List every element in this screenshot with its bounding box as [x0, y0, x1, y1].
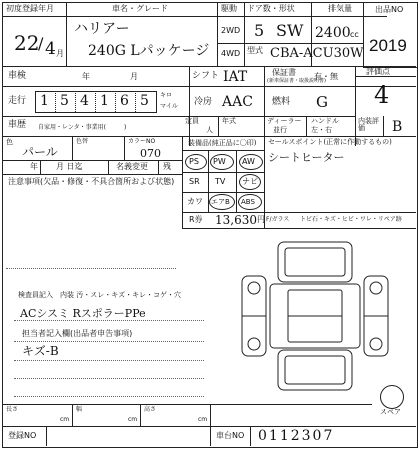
handle-value: 左・右	[311, 126, 332, 134]
fuel-value: G	[316, 93, 328, 111]
capacity-label: 定員	[185, 117, 199, 125]
doors-label: ドア数・形状	[247, 4, 295, 13]
repaint-label: 色替	[76, 138, 89, 145]
displacement-label: 排気量	[328, 4, 352, 13]
equipment-label: 装備品(純正品に〇印)	[188, 139, 257, 147]
color-label: 色	[6, 138, 13, 146]
equip-airbag: エアB	[211, 198, 230, 206]
equip-sr: SR	[189, 177, 200, 186]
shift-value: IAT	[223, 69, 248, 85]
interior-value: B	[392, 119, 403, 135]
equip-navi: ナビ	[242, 177, 258, 186]
fuel-label: 燃料	[272, 97, 291, 107]
glass-legend: トビ石・キズ・ヒビ・ワレ・リペア跡	[300, 216, 402, 223]
mileage-digit-5: 6	[120, 93, 129, 109]
drive-2wd: 2WD	[221, 26, 241, 35]
days-year-label: 年	[30, 162, 38, 171]
inspector-label: 検査員記入	[18, 291, 53, 299]
color-no-value: 070	[140, 147, 161, 160]
sales-point-value: シートヒーター	[268, 151, 345, 164]
r-value: 13,630	[215, 213, 257, 227]
score-label: 評価点	[366, 67, 390, 76]
sales-point-label: セールスポイント(正常に作動するもの)	[268, 138, 392, 146]
width-label: 幅	[76, 406, 83, 413]
inspection-year-label: 年	[82, 72, 90, 81]
interior-label: 内装評価	[358, 117, 379, 132]
days-remark-label: 残	[163, 162, 171, 171]
first-reg-month: 4	[45, 39, 56, 59]
displacement-value: 2400	[315, 25, 351, 41]
dealer-value: 並行	[273, 126, 287, 134]
equip-leather: カワ	[187, 197, 203, 206]
type-label: 型式	[247, 46, 263, 55]
inspector-line-1: ACシスミ RスポラーPPe	[20, 307, 146, 320]
first-reg-month-unit: 月	[56, 49, 64, 58]
remarks-label: 注意事項(欠品・修復・不具合箇所および状態)	[8, 177, 175, 186]
listing-label: 出品NO	[375, 5, 404, 14]
equip-abs: ABS	[241, 198, 255, 206]
first-reg-label: 初度登録年月	[6, 4, 54, 13]
inspector-options: 内装 汚・スレ・キズ・キレ・コゲ・穴	[60, 291, 182, 299]
height-unit: cm	[198, 416, 208, 423]
mileage-digit-2: 5	[60, 93, 69, 109]
equip-ps: PS	[189, 157, 199, 166]
warranty-value: 有・無	[314, 72, 338, 81]
shift-label: シフト	[192, 71, 220, 81]
equip-pw: PW	[213, 157, 226, 166]
doors-value: 5	[254, 21, 265, 40]
length-label: 長さ	[6, 406, 19, 413]
length-unit: cm	[60, 416, 70, 423]
transfer-label: 名義変更	[116, 162, 148, 171]
spare-label: スペア	[380, 408, 401, 416]
model-code: CBA-ACU30W	[270, 46, 364, 61]
warranty-sub: (新車保証書・取扱説明書)	[267, 78, 326, 84]
ac-value: AAC	[222, 94, 253, 110]
first-reg-slash: /	[38, 34, 44, 53]
r-unit: 円	[257, 215, 265, 224]
inspection-month-label: 月	[130, 72, 138, 81]
color-no-label: カラーNO	[128, 138, 156, 145]
warranty-label: 保証書	[272, 68, 296, 77]
score-value: 4	[374, 81, 390, 109]
chassis-value: 0112307	[258, 428, 335, 444]
equip-aw: AW	[242, 157, 255, 166]
listing-no: 2019	[369, 36, 407, 55]
car-name: ハリアー	[74, 21, 130, 37]
inspection-label: 車検	[8, 71, 27, 81]
glass-label: F/ガラス	[266, 216, 290, 223]
car-body-diagram	[240, 236, 390, 406]
capacity-unit: 人	[206, 126, 213, 134]
mileage-digit-6: 5	[140, 93, 149, 109]
drive-4wd: 4WD	[221, 49, 241, 58]
mileage-digit-3: 4	[80, 93, 89, 109]
r-label: R券	[189, 215, 203, 224]
equip-tv: TV	[215, 177, 226, 186]
mileage-unit-km: キロ	[160, 92, 173, 99]
drive-label: 駆動	[221, 4, 237, 13]
chassis-label: 車台NO	[216, 431, 245, 440]
mileage-unit-mile: マイル	[160, 103, 178, 110]
mileage-box	[35, 91, 157, 113]
handle-label: ハンドル	[311, 117, 339, 125]
name-grade-label: 車名・グレード	[112, 4, 168, 13]
reg-no-label: 登録NO	[8, 431, 37, 440]
ac-label: 冷房	[194, 97, 213, 107]
spare-tire-icon	[380, 385, 404, 409]
dealer-label: ディーラー	[267, 117, 302, 125]
mileage-digit-1: 1	[40, 93, 49, 109]
body-shape: SW	[276, 21, 304, 40]
first-reg-year: 22	[14, 31, 40, 55]
mileage-digit-4: 1	[100, 93, 109, 109]
grade: 240G Lパッケージ	[88, 43, 210, 59]
width-unit: cm	[128, 416, 138, 423]
model-year-label: 年式	[222, 117, 236, 125]
history-options: 自家用・レンタ・事業用( )	[38, 124, 127, 131]
displacement-unit: cc	[350, 30, 359, 39]
mileage-label: 走行	[8, 96, 27, 106]
history-label: 車歴	[8, 120, 27, 130]
manager-label: 担当者記入欄(出品者申告事項)	[22, 329, 133, 338]
days-day-label: 月 日迄	[56, 162, 83, 171]
height-label: 高さ	[144, 406, 157, 413]
color-value: パール	[22, 145, 58, 159]
inspector-line-2: キズ-B	[22, 344, 59, 358]
